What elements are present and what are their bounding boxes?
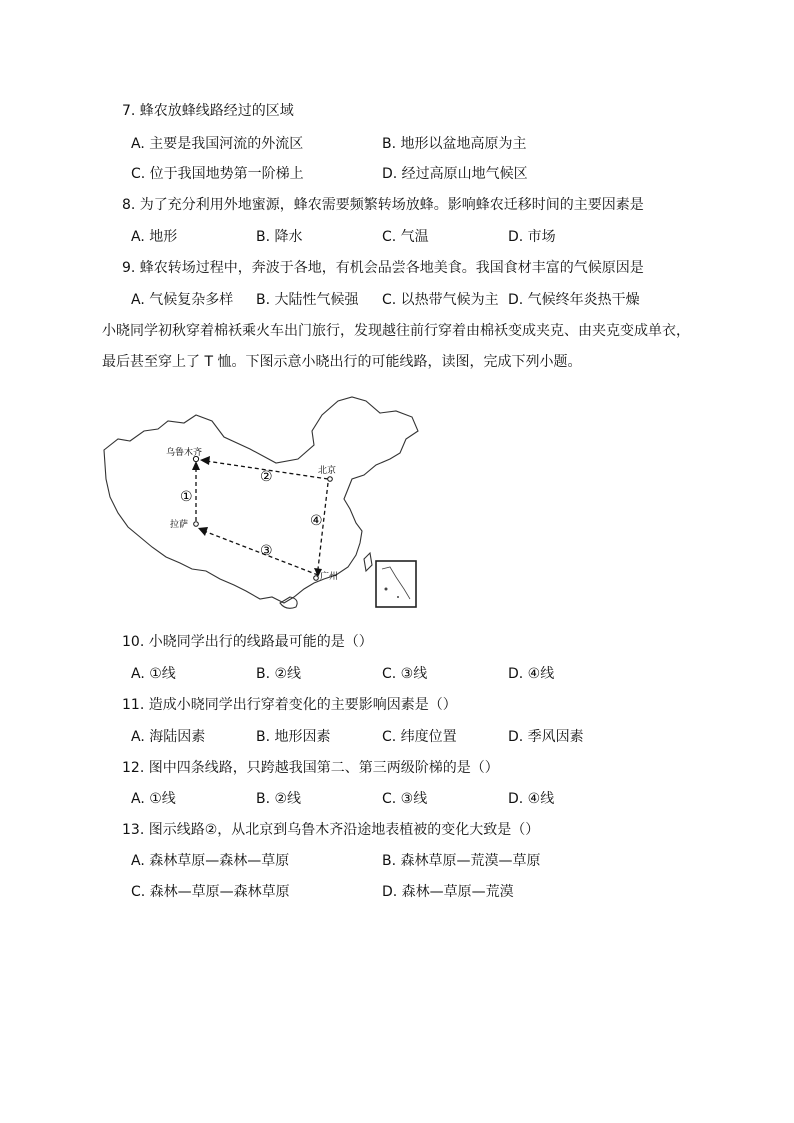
q11-option-c[interactable]: C. 纬度位置	[382, 729, 457, 745]
q9-option-a[interactable]: A. 气候复杂多样	[131, 292, 234, 308]
q7-option-a[interactable]: A. 主要是我国河流的外流区	[131, 136, 304, 152]
q8-option-d[interactable]: D. 市场	[508, 229, 556, 245]
q9-stem: 9. 蜂农转场过程中，奔波于各地，有机会品尝各地美食。我国食材丰富的气候原因是	[122, 260, 644, 276]
q13-stem: 13. 图示线路②，从北京到乌鲁木齐沿途地表植被的变化大致是（）	[122, 822, 540, 838]
q8-stem: 8. 为了充分利用外地蜜源，蜂农需要频繁转场放蜂。影响蜂农迁移时间的主要因素是	[122, 197, 644, 213]
q8-option-b[interactable]: B. 降水	[256, 229, 303, 245]
q7-option-b[interactable]: B. 地形以盆地高原为主	[382, 136, 527, 152]
q10-option-a[interactable]: A. ①线	[131, 666, 176, 682]
route-1-arrowhead	[192, 461, 200, 470]
q13-option-b[interactable]: B. 森林草原—荒漠—草原	[382, 853, 541, 869]
guangzhou-marker	[314, 576, 319, 581]
urumqi-label: 乌鲁木齐	[166, 448, 203, 458]
guangzhou-label: 广州	[320, 572, 339, 582]
q8-option-a[interactable]: A. 地形	[131, 229, 178, 245]
q10-option-b[interactable]: B. ②线	[256, 666, 302, 682]
q12-option-a[interactable]: A. ①线	[131, 791, 176, 807]
q9-option-c[interactable]: C. 以热带气候为主	[382, 292, 499, 308]
q11-option-a[interactable]: A. 海陆因素	[131, 729, 206, 745]
q11-option-d[interactable]: D. 季风因素	[508, 729, 584, 745]
q12-option-c[interactable]: C. ③线	[382, 791, 428, 807]
q7-option-d[interactable]: D. 经过高原山地气候区	[382, 166, 528, 182]
q12-option-b[interactable]: B. ②线	[256, 791, 302, 807]
q12-option-d[interactable]: D. ④线	[508, 791, 555, 807]
passage-line-2: 最后甚至穿上了 T 恤。下图示意小晓出行的可能线路，读图，完成下列小题。	[102, 354, 582, 370]
route-3-arrowhead	[198, 527, 208, 536]
q13-option-c[interactable]: C. 森林—草原—森林草原	[131, 884, 290, 900]
q11-option-b[interactable]: B. 地形因素	[256, 729, 331, 745]
route-2-label: ②	[260, 469, 273, 485]
q13-option-d[interactable]: D. 森林—草原—荒漠	[382, 884, 514, 900]
china-route-map	[100, 393, 422, 615]
q9-option-d[interactable]: D. 气候终年炎热干燥	[508, 292, 640, 308]
q10-option-d[interactable]: D. ④线	[508, 666, 555, 682]
q8-option-c[interactable]: C. 气温	[382, 229, 429, 245]
beijing-label: 北京	[318, 466, 337, 476]
route-3-label: ③	[260, 543, 273, 559]
china-outline	[104, 397, 418, 608]
passage-line-1: 小晓同学初秋穿着棉袄乘火车出门旅行，发现越往前行穿着由棉袄变成夹克、由夹克变成单衣，	[102, 323, 690, 339]
beijing-marker	[328, 477, 333, 482]
q7-stem: 7. 蜂农放蜂线路经过的区域	[122, 103, 294, 119]
q13-option-a[interactable]: A. 森林草原—森林—草原	[131, 853, 290, 869]
lhasa-label: 拉萨	[170, 520, 189, 530]
q10-option-c[interactable]: C. ③线	[382, 666, 428, 682]
q9-option-b[interactable]: B. 大陆性气候强	[256, 292, 359, 308]
q7-option-c[interactable]: C. 位于我国地势第一阶梯上	[131, 166, 304, 182]
lhasa-marker	[194, 522, 199, 527]
route-1-label: ①	[180, 489, 193, 505]
q11-stem: 11. 造成小晓同学出行穿着变化的主要影响因素是（）	[122, 697, 457, 713]
q12-stem: 12. 图中四条线路，只跨越我国第二、第三两级阶梯的是（）	[122, 760, 499, 776]
route-4-label: ④	[310, 513, 323, 529]
q10-stem: 10. 小晓同学出行的线路最可能的是（）	[122, 634, 373, 650]
inset-box	[376, 561, 416, 607]
